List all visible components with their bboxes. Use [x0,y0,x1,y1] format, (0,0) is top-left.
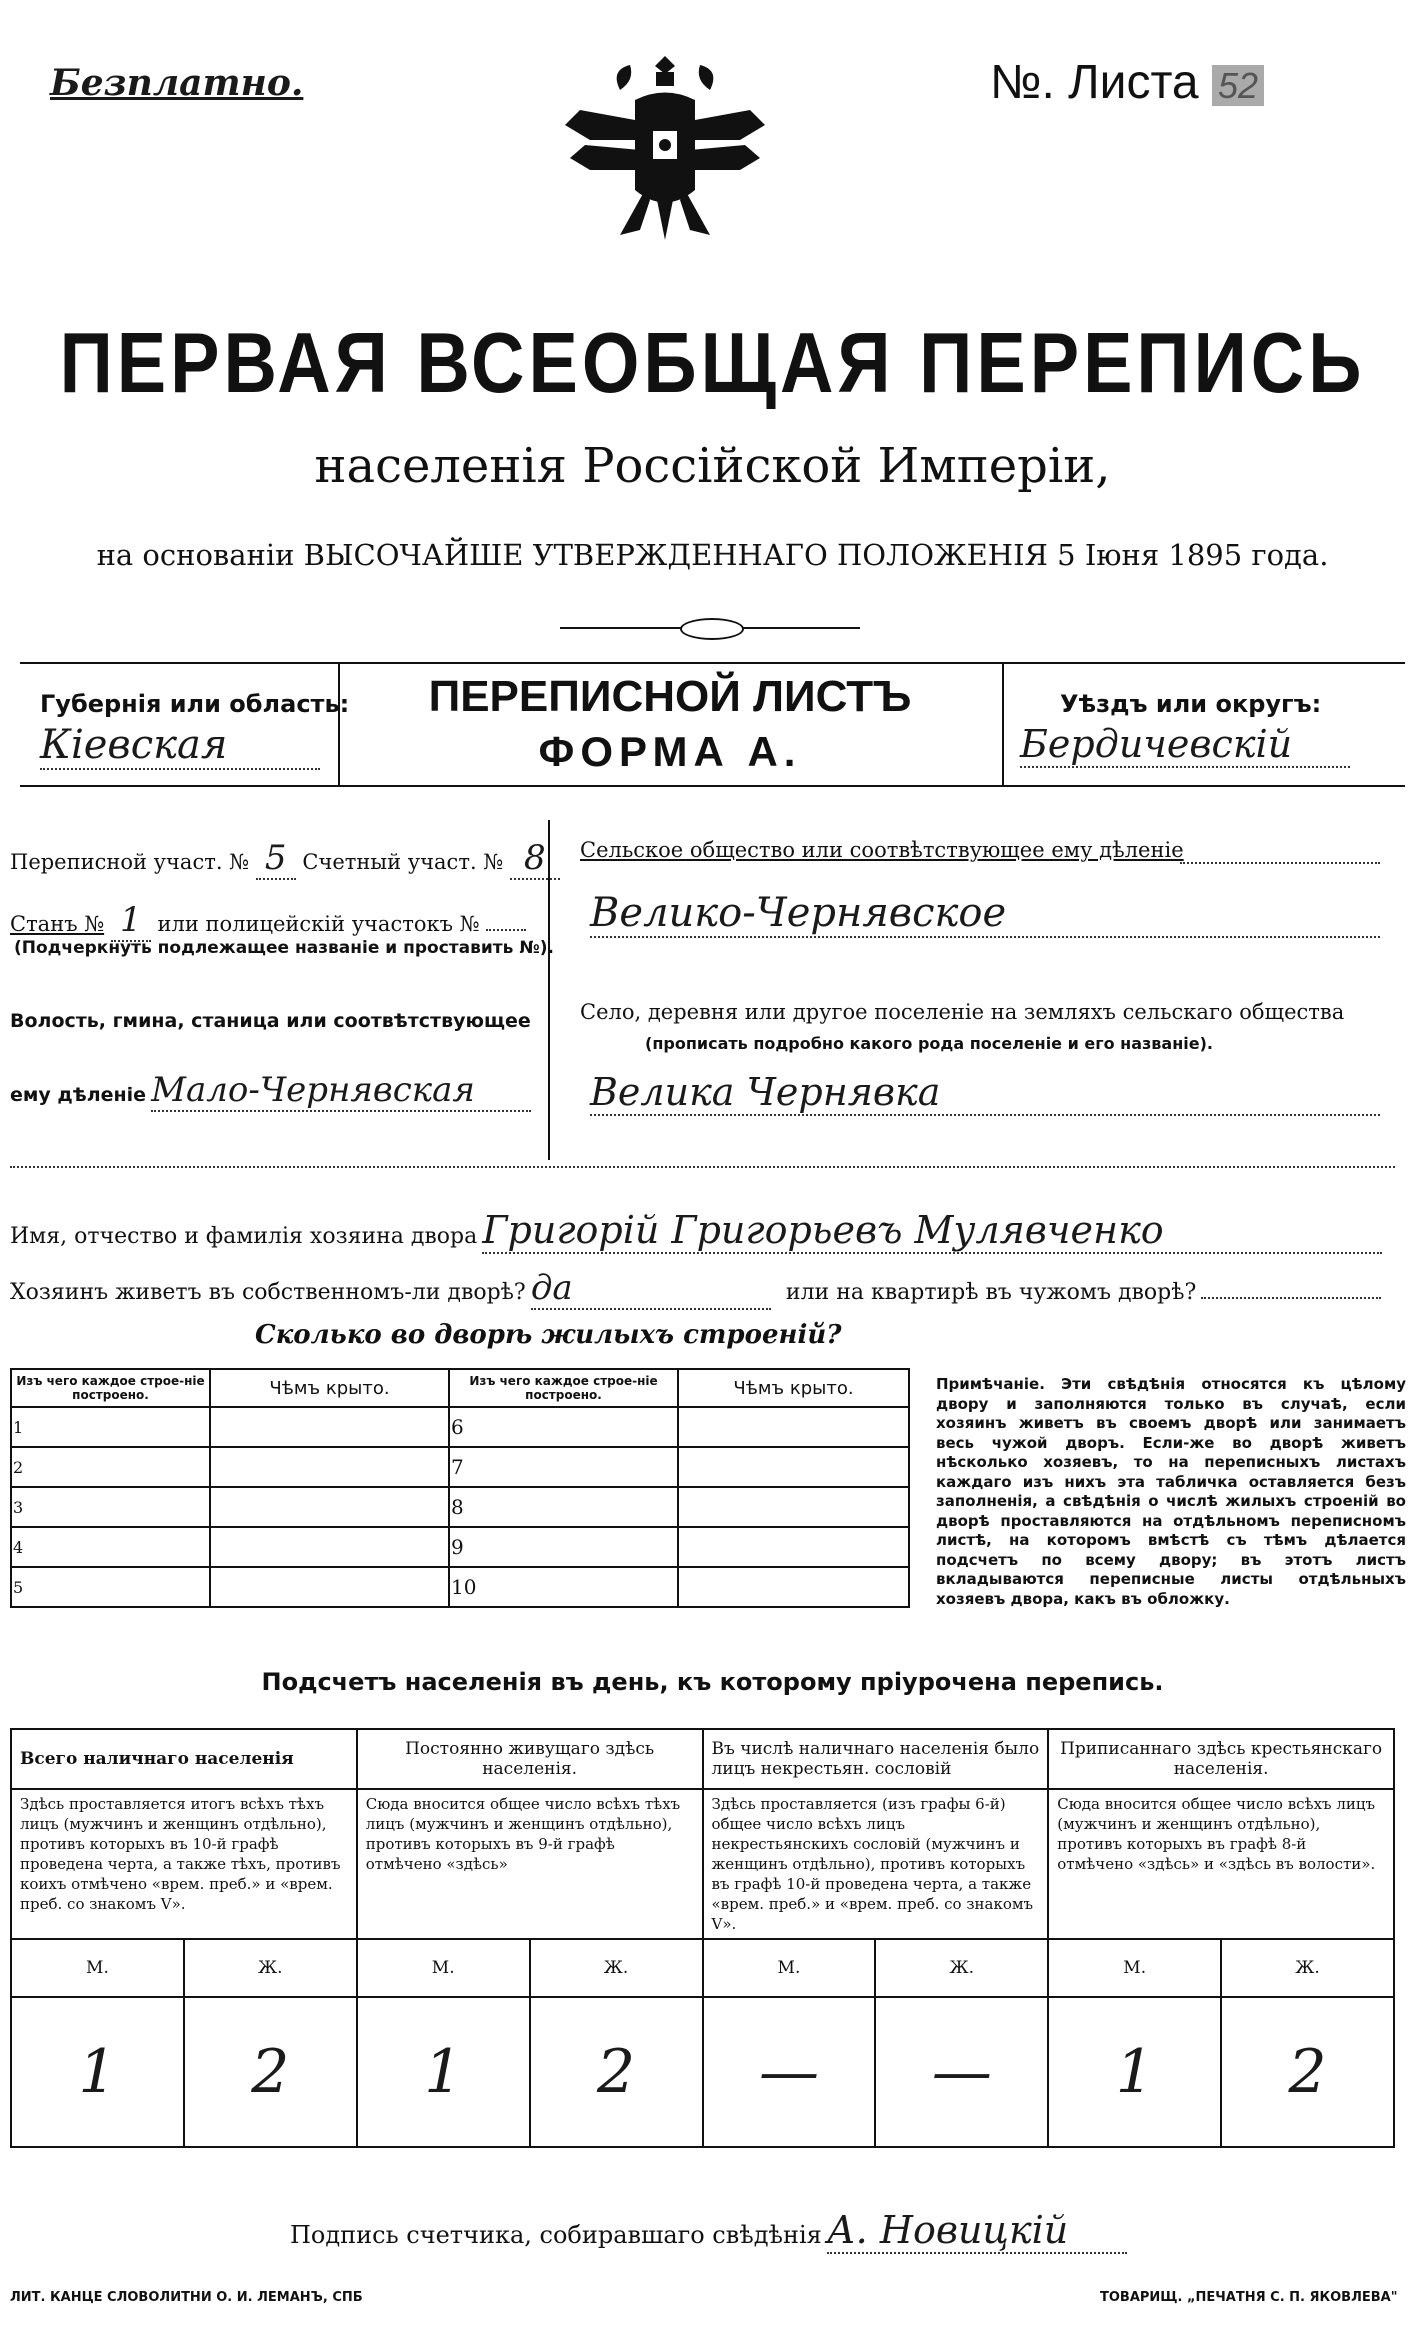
form-title: ПЕРЕПИСНОЙ ЛИСТЪ [428,672,912,721]
owner-lives-value: да [531,1268,771,1310]
owner-lives-label: Хозяинъ живетъ въ собственномъ-ли дворѣ? [10,1280,526,1305]
district-label: Уѣздъ или округъ: [1060,690,1322,718]
population-m-value: 1 [357,1997,530,2147]
census-area-value: 5 [256,838,296,880]
table-row-num: 1 [11,1407,210,1447]
basis-line: на основаніи ВЫСОЧАЙШЕ УТВЕРЖДЕННАГО ПОЛОЖЕНІЯ 5 Іюня 1895 года. [96,538,1329,572]
table-row-num: 3 [11,1487,210,1527]
population-m-label: М. [703,1939,876,1997]
sheet-number [990,55,1264,110]
buildings-question: Сколько во дворѣ жилыхъ строеній? [255,1320,842,1350]
society-label: Сельское общество или соотвѣтствующее ему дѣленіе [580,838,1184,862]
stan-row [10,900,526,942]
volost-value: Мало-Чернявская [151,1070,531,1112]
volost-label: Волость, гмина, станица или соотвѣтствующее [10,1010,531,1032]
table-row-num: 4 [11,1527,210,1567]
society-value: Велико-Чернявское [590,890,1380,938]
table-row-num: 8 [449,1487,678,1527]
population-col-1-title: Всего наличнаго населенія [11,1729,357,1789]
count-area-label: Счетный участ. № [302,850,504,874]
table-row-num: 9 [449,1527,678,1567]
province-value: Кіевская [40,722,320,770]
signature-value: А. Новицкій [827,2208,1127,2254]
population-f-value: 2 [530,1997,703,2147]
owner-name-label: Имя, отчество и фамилія хозяина двора [10,1224,478,1249]
population-f-label: Ж. [875,1939,1048,1997]
population-f-label: Ж. [1221,1939,1394,1997]
form-subtitle: ФОРМА А. [538,728,802,775]
count-area-value: 8 [510,838,560,880]
population-f-value: — [875,1997,1048,2147]
district-value: Бердичевскій [1020,722,1350,768]
population-col-3-desc: Здѣсь проставляется (изъ графы 6-й) общее число всѣхъ лицъ некрестьянскихъ сословій (мужчинъ и женщинъ отдѣльно), противъ которыхъ въ графѣ 10-й проведена черта, а также «врем. преб.» и «врем. преб. со знакомъ V». [703,1789,1049,1939]
province-label: Губернія или область: [40,690,350,718]
population-col-3-title: Въ числѣ наличнаго населенія было лицъ некрестьян. сословій [703,1729,1049,1789]
stan-value: 1 [111,900,151,942]
table-row-num: 2 [11,1447,210,1487]
population-f-value: 2 [1221,1997,1394,2147]
sheet-number-label: №. Листа [990,56,1199,109]
population-m-value: — [703,1997,876,2147]
buildings-table [10,1368,910,1608]
population-col-4-title: Приписаннаго здѣсь крестьянскаго населенія. [1048,1729,1394,1789]
owner-lives-row [10,1268,1381,1310]
stan-label: Станъ № [10,912,105,936]
table-row-num: 7 [449,1447,678,1487]
buildings-material-header-right: Изъ чего каждое строе-ніе построено. [449,1369,678,1407]
owner-rent-label: или на квартирѣ въ чужомъ дворѣ? [785,1280,1197,1305]
buildings-note: Примѣчаніе. Эти свѣдѣнія относятся къ цѣлому двору и заполняются только въ случаѣ, если хозяинъ живетъ въ своемъ дворѣ или занимаетъ весь чужой дворъ. Если-же во дворѣ живетъ нѣсколько хозяевъ, то на переписныхъ листахъ каждаго изъ нихъ эта табличка оставляется безъ заполненія, а свѣдѣнія о числѣ жилыхъ строеній во дворѣ проставляются на отдѣльномъ переписномъ листѣ, на которомъ вмѣстѣ съ тѣмъ дѣлается подсчетъ по всему двору; въ этотъ листъ вкладываются переписные листы отдѣльныхъ хозяевъ двора, какъ въ обложку. [936,1375,1406,1608]
population-m-label: М. [11,1939,184,1997]
footer-right: ТОВАРИЩ. „ПЕЧАТНЯ С. П. ЯКОВЛЕВА" [1100,2290,1398,2305]
table-row-num: 5 [11,1567,210,1607]
village-value: Велика Чернявка [590,1070,1380,1116]
stan-note: (Подчеркнуть подлежащее названіе и проставить №). [14,938,554,958]
signature-label: Подпись счетчика, собиравшаго свѣдѣнія [290,2221,822,2249]
footer-left: ЛИТ. КАНЦЕ СЛОВОЛИТНИ О. И. ЛЕМАНЪ, СПБ [10,2290,363,2305]
page-subtitle: населенія Россійской Имперіи, [314,438,1111,494]
imperial-eagle-emblem [560,50,770,250]
village-note: (прописать подробно какого рода поселеніе и его названіе). [645,1034,1214,1053]
population-m-label: М. [1048,1939,1221,1997]
page-title: ПЕРВАЯ ВСЕОБЩАЯ ПЕРЕПИСЬ [59,314,1366,411]
volost-label-2: ему дѣленіе [10,1084,147,1106]
population-m-value: 1 [1048,1997,1221,2147]
signature-row [290,2208,1127,2254]
population-table [10,1728,1395,2148]
population-col-2-title: Постоянно живущаго здѣсь населенія. [357,1729,703,1789]
population-col-1-desc: Здѣсь проставляется итогъ всѣхъ тѣхъ лицъ (мужчинъ и женщинъ отдѣльно), противъ которыхъ въ 10-й графѣ проведена черта, а также тѣхъ, противъ коихъ отмѣчено «врем. преб.» и «врем. преб. со знакомъ V». [11,1789,357,1939]
population-f-label: Ж. [530,1939,703,1997]
population-col-4-desc: Сюда вносится общее число всѣхъ лицъ (мужчинъ и женщинъ отдѣльно), противъ которыхъ въ графѣ 8-й отмѣчено «здѣсь» и «здѣсь въ волости». [1048,1789,1394,1939]
population-col-2-desc: Сюда вносится общее число всѣхъ тѣхъ лицъ (мужчинъ и женщинъ отдѣльно), противъ которыхъ въ 9-й графѣ отмѣчено «здѣсь» [357,1789,703,1939]
village-label: Село, деревня или другое поселеніе на земляхъ сельскаго общества [580,1000,1345,1024]
free-label: Безплатно. [50,62,304,104]
ornament-divider [560,618,860,638]
population-f-value: 2 [184,1997,357,2147]
volost-row [10,1070,531,1112]
police-label: или полицейскій участокъ № [157,912,480,936]
owner-name-value: Григорій Григорьевъ Мулявченко [482,1208,1382,1254]
buildings-roof-header-left: Чѣмъ крыто. [210,1369,449,1407]
sheet-number-value: 52 [1212,65,1264,106]
census-area-row [10,838,560,880]
table-row-num: 6 [449,1407,678,1447]
population-m-label: М. [357,1939,530,1997]
owner-name-row [10,1208,1382,1254]
population-f-label: Ж. [184,1939,357,1997]
buildings-material-header-left: Изъ чего каждое строе-ніе построено. [11,1369,210,1407]
population-m-value: 1 [11,1997,184,2147]
census-area-label: Переписной участ. № [10,850,250,874]
buildings-roof-header-right: Чѣмъ крыто. [678,1369,909,1407]
table-row-num: 10 [449,1567,678,1607]
population-heading: Подсчетъ населенія въ день, къ которому пріурочена перепись. [261,1668,1164,1696]
